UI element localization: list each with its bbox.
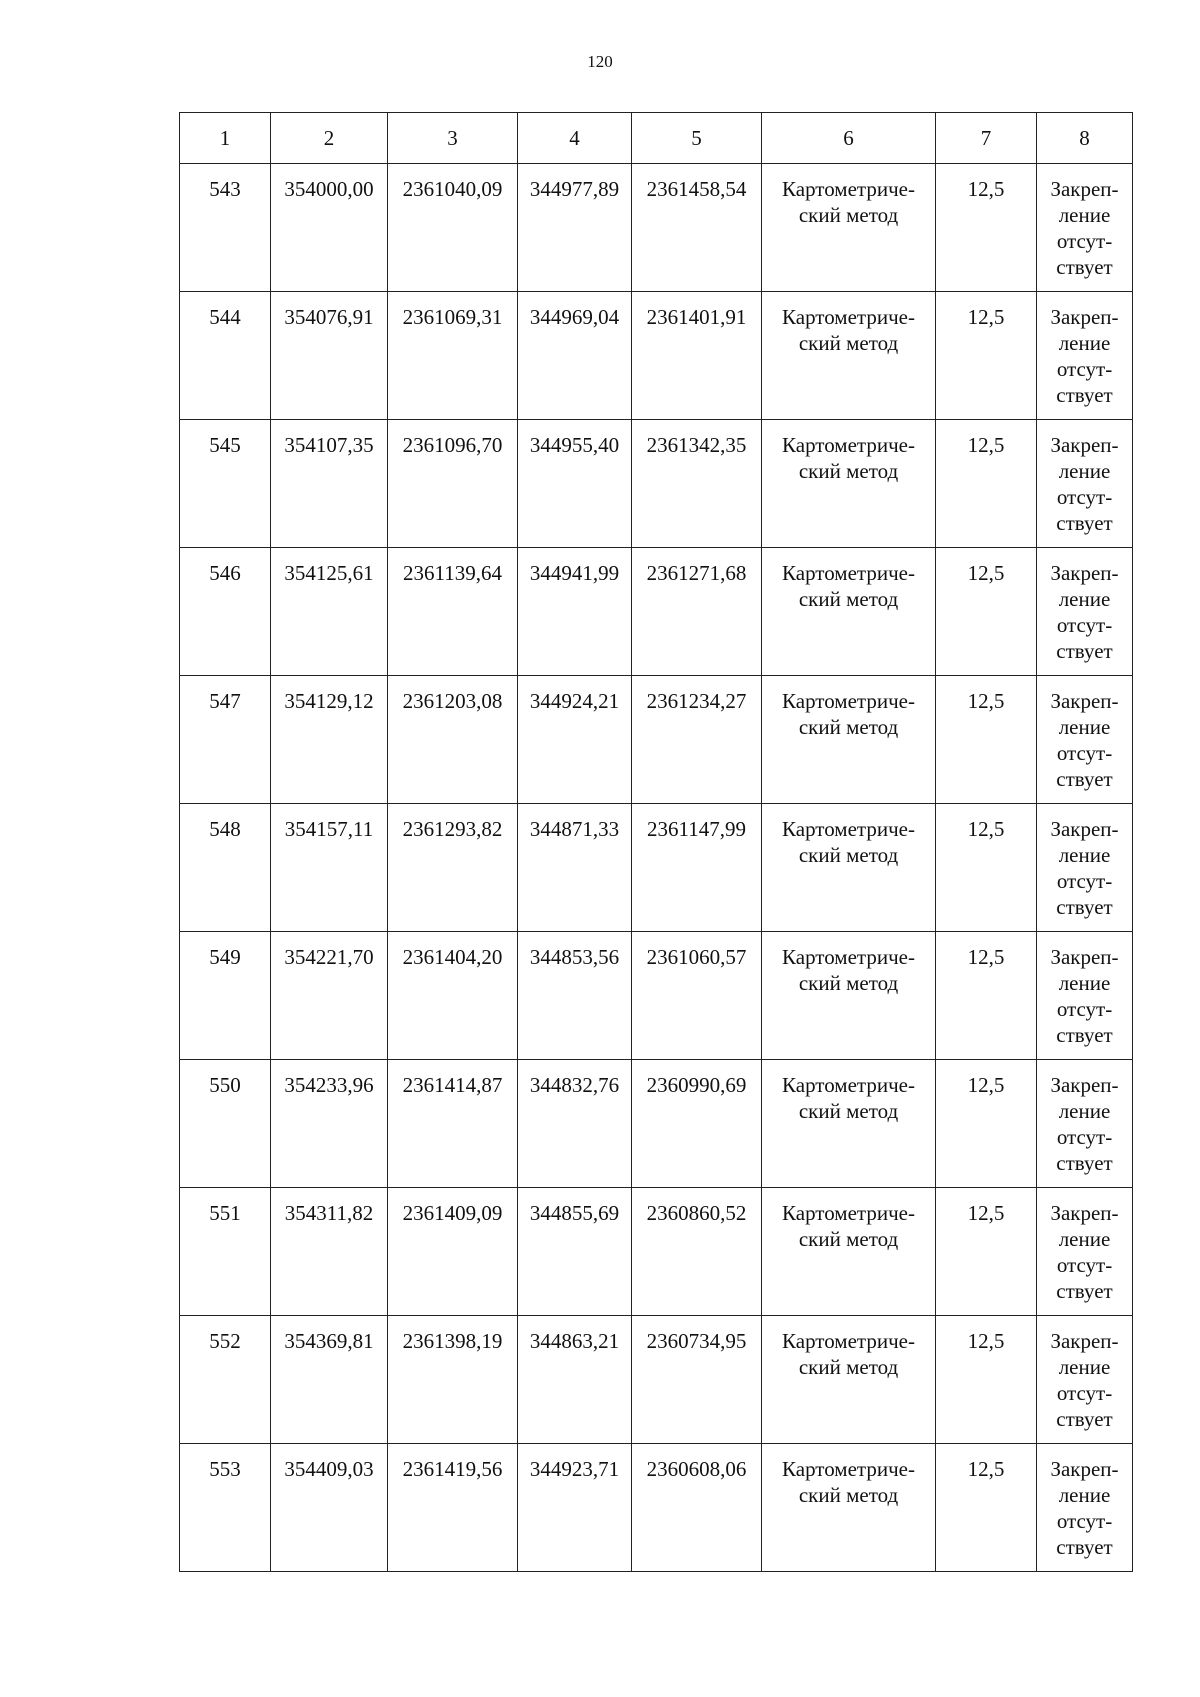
table-row (180, 292, 1133, 420)
fixing-text-line: ление (1058, 459, 1111, 483)
coordinate-cell: 344853,56 (518, 932, 632, 1060)
point-number-cell: 544 (180, 292, 271, 420)
fixing-cell (1037, 1316, 1133, 1444)
coordinate-cell: 2361139,64 (388, 548, 518, 676)
method-cell (762, 1316, 936, 1444)
method-text-line: Картометриче- (782, 177, 915, 201)
fixing-text-line: ление (1058, 715, 1111, 739)
fixing-text-line: Закреп- (1050, 817, 1119, 841)
method-text-line: Картометриче- (782, 817, 915, 841)
page-number: 120 (587, 52, 613, 71)
method-cell (762, 676, 936, 804)
coordinate-cell: 2361401,91 (632, 292, 762, 420)
coordinate-cell: 2361342,35 (632, 420, 762, 548)
table-row (180, 1060, 1133, 1188)
coordinate-cell: 2361147,99 (632, 804, 762, 932)
fixing-text-line: ствует (1056, 255, 1113, 279)
fixing-text-line: отсут- (1056, 485, 1113, 509)
point-number-cell: 550 (180, 1060, 271, 1188)
point-number-cell: 551 (180, 1188, 271, 1316)
method-text-line: ский метод (798, 1355, 899, 1379)
accuracy-cell: 12,5 (936, 420, 1037, 548)
fixing-cell (1037, 1188, 1133, 1316)
fixing-text-line: Закреп- (1050, 1201, 1119, 1225)
fixing-text-line: отсут- (1056, 1381, 1113, 1405)
method-text-line: Картометриче- (782, 945, 915, 969)
fixing-text-line: отсут- (1056, 1125, 1113, 1149)
table-header-row (180, 113, 1133, 164)
fixing-text-line: ление (1058, 587, 1111, 611)
coordinate-cell: 344855,69 (518, 1188, 632, 1316)
fixing-text-line: отсут- (1056, 869, 1113, 893)
method-text-line: ский метод (798, 331, 899, 355)
table-row (180, 932, 1133, 1060)
fixing-text-line: Закреп- (1050, 305, 1119, 329)
accuracy-cell: 12,5 (936, 292, 1037, 420)
method-text-line: ский метод (798, 971, 899, 995)
coordinate-cell: 2361409,09 (388, 1188, 518, 1316)
fixing-text-line: ление (1058, 1099, 1111, 1123)
column-header: 8 (1037, 113, 1133, 164)
fixing-text-line: ствует (1056, 383, 1113, 407)
coordinate-cell: 344832,76 (518, 1060, 632, 1188)
fixing-text-line: отсут- (1056, 1509, 1113, 1533)
fixing-cell (1037, 420, 1133, 548)
coordinate-cell: 344977,89 (518, 164, 632, 292)
coordinate-cell: 354125,61 (271, 548, 388, 676)
coordinate-cell: 344863,21 (518, 1316, 632, 1444)
accuracy-cell: 12,5 (936, 1188, 1037, 1316)
accuracy-cell: 12,5 (936, 1060, 1037, 1188)
table-row (180, 804, 1133, 932)
coordinate-cell: 2361203,08 (388, 676, 518, 804)
fixing-text-line: ление (1058, 331, 1111, 355)
coordinate-cell: 354233,96 (271, 1060, 388, 1188)
fixing-cell (1037, 548, 1133, 676)
table-row (180, 1188, 1133, 1316)
coordinate-cell: 2361458,54 (632, 164, 762, 292)
fixing-text-line: ствует (1056, 1535, 1113, 1559)
fixing-text-line: отсут- (1056, 229, 1113, 253)
method-text-line: ский метод (798, 203, 899, 227)
fixing-text-line: ление (1058, 203, 1111, 227)
fixing-text-line: отсут- (1056, 1253, 1113, 1277)
fixing-cell (1037, 292, 1133, 420)
column-header: 1 (180, 113, 271, 164)
fixing-cell (1037, 804, 1133, 932)
coordinate-cell: 354221,70 (271, 932, 388, 1060)
coordinate-cell: 354107,35 (271, 420, 388, 548)
accuracy-cell: 12,5 (936, 548, 1037, 676)
fixing-text-line: ствует (1056, 1023, 1113, 1047)
fixing-text-line: ствует (1056, 767, 1113, 791)
table-row (180, 676, 1133, 804)
coordinate-cell: 354409,03 (271, 1444, 388, 1572)
fixing-text-line: Закреп- (1050, 177, 1119, 201)
point-number-cell: 548 (180, 804, 271, 932)
method-text-line: Картометриче- (782, 1073, 915, 1097)
fixing-cell (1037, 164, 1133, 292)
column-header: 7 (936, 113, 1037, 164)
fixing-text-line: ление (1058, 843, 1111, 867)
fixing-text-line: Закреп- (1050, 1457, 1119, 1481)
method-cell (762, 292, 936, 420)
method-text-line: Картометриче- (782, 561, 915, 585)
coordinate-cell: 2361271,68 (632, 548, 762, 676)
table-row (180, 164, 1133, 292)
method-text-line: Картометриче- (782, 1201, 915, 1225)
coordinate-cell: 2361096,70 (388, 420, 518, 548)
coordinate-cell: 344871,33 (518, 804, 632, 932)
method-text-line: ский метод (798, 1099, 899, 1123)
accuracy-cell: 12,5 (936, 1316, 1037, 1444)
coordinate-cell: 344923,71 (518, 1444, 632, 1572)
fixing-cell (1037, 932, 1133, 1060)
fixing-text-line: ствует (1056, 511, 1113, 535)
coordinate-cell: 354311,82 (271, 1188, 388, 1316)
point-number-cell: 545 (180, 420, 271, 548)
fixing-text-line: Закреп- (1050, 1329, 1119, 1353)
coordinate-cell: 2361069,31 (388, 292, 518, 420)
coordinate-cell: 354157,11 (271, 804, 388, 932)
point-number-cell: 547 (180, 676, 271, 804)
coordinate-cell: 2361234,27 (632, 676, 762, 804)
coordinate-cell: 354076,91 (271, 292, 388, 420)
fixing-text-line: ствует (1056, 639, 1113, 663)
point-number-cell: 552 (180, 1316, 271, 1444)
coordinate-cell: 2360990,69 (632, 1060, 762, 1188)
coordinate-cell: 2361404,20 (388, 932, 518, 1060)
fixing-cell (1037, 1444, 1133, 1572)
coordinate-cell: 354000,00 (271, 164, 388, 292)
fixing-text-line: Закреп- (1050, 561, 1119, 585)
method-text-line: Картометриче- (782, 433, 915, 457)
fixing-text-line: ление (1058, 1483, 1111, 1507)
point-number-cell: 546 (180, 548, 271, 676)
method-cell (762, 1444, 936, 1572)
table-body (180, 164, 1133, 1572)
method-text-line: ский метод (798, 587, 899, 611)
coordinate-cell: 2360608,06 (632, 1444, 762, 1572)
table-row (180, 420, 1133, 548)
method-text-line: ский метод (798, 715, 899, 739)
fixing-text-line: Закреп- (1050, 945, 1119, 969)
coordinate-cell: 2361293,82 (388, 804, 518, 932)
fixing-text-line: отсут- (1056, 741, 1113, 765)
coordinate-cell: 344941,99 (518, 548, 632, 676)
column-header: 4 (518, 113, 632, 164)
fixing-text-line: Закреп- (1050, 689, 1119, 713)
method-cell (762, 932, 936, 1060)
method-text-line: Картометриче- (782, 305, 915, 329)
point-number-cell: 553 (180, 1444, 271, 1572)
coordinate-cell: 2360734,95 (632, 1316, 762, 1444)
method-cell (762, 1060, 936, 1188)
method-text-line: ский метод (798, 1483, 899, 1507)
column-header: 5 (632, 113, 762, 164)
point-number-cell: 549 (180, 932, 271, 1060)
accuracy-cell: 12,5 (936, 932, 1037, 1060)
coordinate-cell: 2361040,09 (388, 164, 518, 292)
coordinate-cell: 2361060,57 (632, 932, 762, 1060)
coordinate-cell: 2361419,56 (388, 1444, 518, 1572)
method-cell (762, 548, 936, 676)
column-header: 3 (388, 113, 518, 164)
fixing-text-line: ствует (1056, 895, 1113, 919)
coordinate-cell: 2360860,52 (632, 1188, 762, 1316)
coordinate-cell: 344955,40 (518, 420, 632, 548)
fixing-text-line: Закреп- (1050, 433, 1119, 457)
fixing-text-line: ствует (1056, 1279, 1113, 1303)
method-text-line: Картометриче- (782, 1329, 915, 1353)
table-row (180, 548, 1133, 676)
coordinate-cell: 344924,21 (518, 676, 632, 804)
fixing-text-line: отсут- (1056, 613, 1113, 637)
accuracy-cell: 12,5 (936, 804, 1037, 932)
method-text-line: Картометриче- (782, 1457, 915, 1481)
column-header: 2 (271, 113, 388, 164)
fixing-text-line: отсут- (1056, 357, 1113, 381)
method-text-line: ский метод (798, 843, 899, 867)
fixing-cell (1037, 676, 1133, 804)
fixing-text-line: отсут- (1056, 997, 1113, 1021)
coordinates-table (179, 112, 1133, 1572)
coordinate-cell: 2361398,19 (388, 1316, 518, 1444)
coordinate-cell: 354369,81 (271, 1316, 388, 1444)
method-cell (762, 420, 936, 548)
method-cell (762, 164, 936, 292)
method-text-line: ский метод (798, 459, 899, 483)
accuracy-cell: 12,5 (936, 676, 1037, 804)
fixing-text-line: ствует (1056, 1151, 1113, 1175)
method-cell (762, 804, 936, 932)
method-text-line: Картометриче- (782, 689, 915, 713)
column-header: 6 (762, 113, 936, 164)
fixing-text-line: ствует (1056, 1407, 1113, 1431)
point-number-cell: 543 (180, 164, 271, 292)
fixing-text-line: ление (1058, 971, 1111, 995)
accuracy-cell: 12,5 (936, 1444, 1037, 1572)
method-text-line: ский метод (798, 1227, 899, 1251)
coordinate-cell: 354129,12 (271, 676, 388, 804)
method-cell (762, 1188, 936, 1316)
fixing-text-line: ление (1058, 1227, 1111, 1251)
fixing-text-line: ление (1058, 1355, 1111, 1379)
accuracy-cell: 12,5 (936, 164, 1037, 292)
fixing-text-line: Закреп- (1050, 1073, 1119, 1097)
table-row (180, 1316, 1133, 1444)
table-row (180, 1444, 1133, 1572)
coordinate-cell: 344969,04 (518, 292, 632, 420)
fixing-cell (1037, 1060, 1133, 1188)
coordinate-cell: 2361414,87 (388, 1060, 518, 1188)
